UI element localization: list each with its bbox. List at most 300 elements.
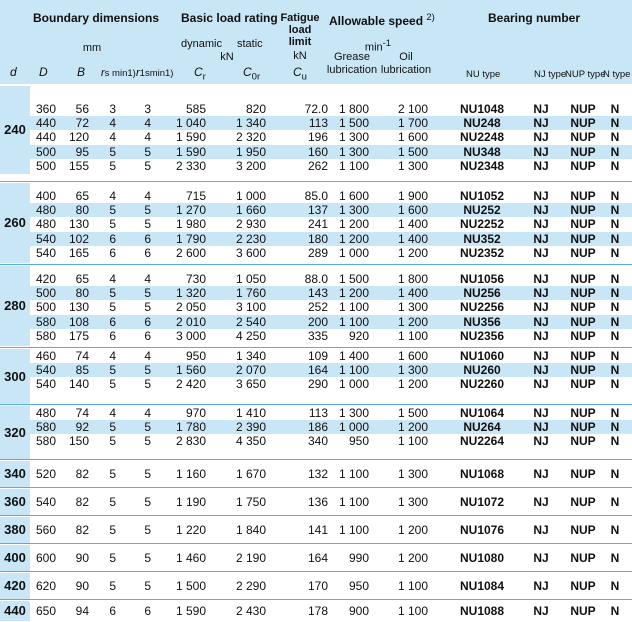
dynamic-rating: 3 000 (175, 328, 206, 343)
n-number: N (610, 144, 620, 159)
oil-speed: 1 100 (397, 579, 428, 593)
nup-number: NUP (570, 349, 596, 363)
outer-diameter: 540 (35, 231, 56, 246)
dynamic-rating: 1 460 (175, 551, 206, 565)
chamfer-r1s: 5 (144, 579, 151, 593)
nup-number: NUP (570, 286, 596, 301)
grease-speed: 1 200 (338, 286, 369, 301)
fatigue-unit: kN (293, 50, 307, 62)
static-rating: 3 600 (235, 245, 266, 260)
chamfer-rs: 5 (109, 286, 116, 301)
chamfer-r1s: 5 (144, 286, 151, 301)
nj-number: NJ (533, 523, 549, 537)
nu-number: NU1048 (459, 102, 505, 116)
nup-number: NUP (570, 217, 596, 232)
oil-speed: 1 200 (397, 377, 428, 392)
nup-number: NUP (570, 102, 596, 116)
grease-speed: 1 800 (338, 102, 369, 116)
nup-number: NUP (570, 189, 596, 203)
nu-number: NU2252 (459, 217, 505, 232)
outer-diameter: 480 (35, 217, 56, 232)
grease-speed: 1 000 (338, 245, 369, 260)
nu-number: NU348 (463, 144, 501, 159)
outer-diameter: 580 (35, 328, 56, 343)
grease-speed: 950 (348, 579, 369, 593)
oil-speed: 1 300 (397, 300, 428, 315)
nup-number: NUP (570, 203, 596, 218)
dynamic-rating: 2 830 (175, 434, 206, 449)
nj-number: NJ (533, 189, 549, 203)
nup-number: NUP (570, 420, 596, 435)
nup-number: NUP (570, 551, 596, 565)
chamfer-r1s: 5 (144, 203, 151, 218)
n-number: N (610, 523, 620, 537)
chamfer-rs: 5 (109, 377, 116, 392)
outer-diameter: 580 (35, 314, 56, 329)
width: 90 (75, 551, 89, 565)
grease-speed: 1 200 (338, 231, 369, 246)
static-rating: 2 320 (235, 130, 266, 145)
outer-diameter: 440 (35, 130, 56, 145)
chamfer-r1s: 5 (144, 158, 151, 173)
n-number: N (610, 231, 620, 246)
chamfer-rs: 5 (109, 495, 116, 509)
grease-label-1: Grease (333, 51, 371, 63)
nj-type-label: NJ type (534, 69, 567, 80)
nup-number: NUP (570, 158, 596, 173)
bore-diameter: 420 (4, 578, 26, 593)
oil-speed: 1 300 (397, 158, 428, 173)
oil-speed: 1 800 (397, 272, 428, 286)
nj-number: NJ (533, 406, 549, 420)
outer-diameter: 500 (35, 158, 56, 173)
nu-type-label: NU type (466, 69, 501, 80)
width: 140 (68, 377, 89, 392)
chamfer-rs: 4 (109, 116, 116, 131)
nu-number: NU1088 (459, 604, 505, 618)
nj-number: NJ (533, 300, 549, 315)
nj-number: NJ (533, 604, 549, 618)
outer-diameter: 540 (35, 363, 56, 378)
outer-diameter: 650 (35, 604, 56, 618)
nj-number: NJ (533, 420, 549, 435)
group-separator (0, 181, 632, 182)
width: 85 (75, 363, 89, 378)
outer-diameter: 500 (35, 300, 56, 315)
nu-number: NU260 (463, 363, 501, 378)
nu-number: NU2264 (459, 434, 505, 449)
chamfer-r1s: 5 (144, 495, 151, 509)
outer-diameter: 420 (35, 272, 56, 286)
oil-speed: 1 600 (397, 130, 428, 145)
outer-diameter: 580 (35, 434, 56, 449)
static-label: static (237, 38, 263, 50)
fatigue-limit: 196 (307, 130, 328, 145)
dynamic-rating: 715 (185, 189, 206, 203)
n-number: N (610, 349, 620, 363)
oil-speed: 1 200 (397, 523, 428, 537)
static-rating: 1 670 (235, 467, 266, 481)
oil-speed: 1 100 (397, 434, 428, 449)
width: 80 (75, 286, 89, 301)
width: 82 (75, 495, 89, 509)
grease-speed: 1 100 (338, 314, 369, 329)
nu-number: NU1084 (459, 579, 505, 593)
chamfer-rs: 5 (109, 363, 116, 378)
chamfer-r1s: 5 (144, 523, 151, 537)
dynamic-rating: 2 010 (175, 314, 206, 329)
static-rating: 2 290 (235, 579, 266, 593)
table-row (30, 217, 632, 231)
chamfer-r1s: 5 (144, 434, 151, 449)
grease-speed: 900 (348, 604, 369, 618)
fatigue-limit: 252 (307, 300, 328, 315)
bore-diameter: 300 (4, 368, 26, 384)
n-number: N (610, 406, 620, 420)
dynamic-label: dynamic (181, 38, 222, 50)
nj-number: NJ (533, 245, 549, 260)
group-separator (0, 599, 632, 600)
n-number: N (610, 604, 620, 618)
grease-label-2: lubrication (326, 64, 378, 76)
speed-unit: $\min^{-1}$ (364, 38, 392, 54)
nu-number: NU1052 (459, 189, 505, 203)
outer-diameter: 440 (35, 116, 56, 131)
n-number: N (610, 300, 620, 315)
fatigue-limit: 113 (308, 406, 328, 420)
fatigue-limit: 136 (307, 495, 328, 509)
width: 72 (75, 116, 89, 131)
grease-speed: 1 000 (338, 420, 369, 435)
chamfer-rs: 5 (109, 523, 116, 537)
static-rating: 1 050 (235, 272, 266, 286)
static-rating: 2 230 (235, 231, 266, 246)
width: 74 (75, 406, 89, 420)
dynamic-rating: 1 270 (175, 203, 206, 218)
nu-number: NU356 (463, 314, 501, 329)
static-rating: 3 200 (235, 158, 266, 173)
chamfer-r1s: 4 (144, 406, 151, 420)
fatigue-limit: 85.0 (304, 189, 328, 203)
chamfer-rs: 6 (109, 328, 116, 343)
chamfer-r1s: 5 (144, 144, 151, 159)
chamfer-rs: 5 (109, 158, 116, 173)
chamfer-rs: 4 (109, 189, 116, 203)
fatigue-limit: 335 (307, 328, 328, 343)
fatigue-limit: 340 (307, 434, 328, 449)
table-row (30, 434, 632, 448)
nup-number: NUP (570, 328, 596, 343)
symbol-r1s: r1smin1) (136, 67, 174, 79)
static-rating: 4 250 (235, 328, 266, 343)
grease-speed: 1 000 (338, 377, 369, 392)
outer-diameter: 580 (35, 420, 56, 435)
dynamic-rating: 1 500 (175, 579, 206, 593)
chamfer-rs: 6 (109, 245, 116, 260)
nup-number: NUP (570, 130, 596, 145)
chamfer-rs: 6 (109, 231, 116, 246)
static-rating: 1 760 (235, 286, 266, 301)
bore-diameter: 360 (4, 494, 26, 509)
oil-speed: 1 200 (397, 420, 428, 435)
symbol-D: D (39, 65, 48, 79)
outer-diameter: 500 (35, 144, 56, 159)
dynamic-rating: 1 590 (175, 130, 206, 145)
dynamic-rating: 970 (185, 406, 206, 420)
nu-number: NU1056 (459, 272, 505, 286)
n-number: N (610, 328, 620, 343)
fatigue-limit: 289 (307, 245, 328, 260)
group-separator (0, 404, 632, 405)
fatigue-limit: 164 (307, 363, 328, 378)
nj-number: NJ (533, 231, 549, 246)
grease-speed: 1 100 (338, 158, 369, 173)
nu-number: NU2260 (459, 377, 505, 392)
boundary-dimensions-heading: Boundary dimensions (33, 11, 160, 25)
n-number: N (610, 434, 620, 449)
table-row (30, 604, 632, 618)
nj-number: NJ (533, 144, 549, 159)
chamfer-r1s: 5 (144, 420, 151, 435)
bore-diameter: 320 (4, 424, 26, 440)
chamfer-r1s: 5 (144, 551, 151, 565)
chamfer-rs: 5 (109, 217, 116, 232)
nup-number: NUP (570, 377, 596, 392)
allowable-speed-heading: Allowable speed $^{2)}$ (329, 12, 435, 28)
width: 150 (68, 434, 89, 449)
grease-speed: 1 500 (338, 116, 369, 131)
oil-label-2: lubrication (380, 64, 432, 76)
chamfer-r1s: 4 (144, 349, 151, 363)
nup-number: NUP (570, 363, 596, 378)
dynamic-rating: 1 220 (175, 523, 206, 537)
n-number: N (610, 377, 620, 392)
width: 120 (68, 130, 89, 145)
outer-diameter: 500 (35, 286, 56, 301)
nup-number: NUP (570, 116, 596, 131)
chamfer-rs: 3 (109, 102, 116, 116)
nu-number: NU1068 (459, 467, 505, 481)
nj-number: NJ (533, 551, 549, 565)
nu-number: NU1064 (459, 406, 505, 420)
table-row (30, 329, 632, 343)
static-rating: 1 950 (235, 144, 266, 159)
fatigue-limit: 170 (307, 579, 328, 593)
outer-diameter: 400 (35, 189, 56, 203)
grease-speed: 1 300 (338, 144, 369, 159)
table-row (30, 523, 632, 537)
group-separator (0, 543, 632, 544)
nu-number: NU2256 (459, 300, 505, 315)
dynamic-rating: 730 (185, 272, 206, 286)
n-number: N (610, 245, 620, 260)
nu-number: NU1076 (459, 523, 505, 537)
n-number: N (610, 189, 620, 203)
oil-label-1: Oil (399, 51, 413, 63)
nj-number: NJ (533, 434, 549, 449)
width: 165 (68, 245, 89, 260)
fatigue-limit: 180 (307, 231, 328, 246)
grease-speed: 1 100 (338, 467, 369, 481)
chamfer-rs: 5 (109, 420, 116, 435)
nup-number: NUP (570, 300, 596, 315)
fatigue-limit: 164 (307, 551, 328, 565)
dynamic-rating: 2 600 (175, 245, 206, 260)
table-row (30, 286, 632, 300)
table-row (30, 203, 632, 217)
chamfer-rs: 6 (109, 314, 116, 329)
width: 65 (75, 272, 89, 286)
n-number: N (610, 420, 620, 435)
dynamic-rating: 1 590 (175, 604, 206, 618)
fatigue-limit: 113 (308, 116, 328, 131)
chamfer-rs: 5 (109, 434, 116, 449)
nj-number: NJ (533, 467, 549, 481)
n-number: N (610, 579, 620, 593)
table-row (30, 189, 632, 203)
fatigue-heading-2: load (288, 24, 312, 36)
chamfer-r1s: 5 (144, 467, 151, 481)
dynamic-rating: 2 420 (175, 377, 206, 392)
nup-number: NUP (570, 272, 596, 286)
nj-number: NJ (533, 363, 549, 378)
fatigue-limit: 178 (307, 604, 328, 618)
width: 74 (75, 349, 89, 363)
table-row (30, 495, 632, 509)
nj-number: NJ (533, 116, 549, 131)
fatigue-limit: 160 (307, 144, 328, 159)
dynamic-rating: 1 040 (175, 116, 206, 131)
chamfer-r1s: 4 (144, 130, 151, 145)
dynamic-rating: 585 (185, 102, 206, 116)
grease-speed: 1 100 (338, 523, 369, 537)
symbol-rs: rs min1) (101, 67, 136, 79)
nup-number: NUP (570, 434, 596, 449)
nu-number: NU248 (463, 116, 501, 131)
oil-speed: 1 600 (397, 203, 428, 218)
grease-speed: 990 (348, 551, 369, 565)
static-rating: 2 540 (235, 314, 266, 329)
nu-number: NU1060 (459, 349, 505, 363)
n-type-label: N type (603, 69, 631, 80)
dynamic-rating: 1 790 (175, 231, 206, 246)
basic-load-rating-heading: Basic load rating (181, 11, 278, 25)
chamfer-rs: 5 (109, 203, 116, 218)
chamfer-r1s: 4 (144, 189, 151, 203)
static-rating: 2 070 (235, 363, 266, 378)
nup-number: NUP (570, 231, 596, 246)
chamfer-r1s: 3 (144, 102, 151, 116)
group-separator (0, 264, 632, 265)
n-number: N (610, 102, 620, 116)
static-rating: 2 390 (235, 420, 266, 435)
nup-number: NUP (570, 245, 596, 260)
oil-speed: 1 500 (397, 406, 428, 420)
oil-speed: 1 300 (397, 467, 428, 481)
outer-diameter: 560 (35, 523, 56, 537)
nup-number: NUP (570, 144, 596, 159)
n-number: N (610, 467, 620, 481)
group-separator (0, 459, 632, 460)
width: 130 (68, 300, 89, 315)
n-number: N (610, 116, 620, 131)
nup-number: NUP (570, 604, 596, 618)
group-separator (0, 487, 632, 488)
nj-number: NJ (533, 579, 549, 593)
table-row (30, 551, 632, 565)
nj-number: NJ (533, 495, 549, 509)
group-separator (0, 515, 632, 516)
symbol-C0r: $C_{0r}$ (243, 65, 261, 83)
chamfer-r1s: 6 (144, 245, 151, 260)
symbol-Cr: $C_r$ (194, 65, 206, 83)
symbol-Cu: $C_u$ (293, 65, 307, 83)
nu-number: NU352 (463, 231, 501, 246)
n-number: N (610, 286, 620, 301)
static-rating: 1 750 (235, 495, 266, 509)
n-number: N (610, 495, 620, 509)
dynamic-rating: 1 190 (175, 495, 206, 509)
outer-diameter: 480 (35, 203, 56, 218)
chamfer-r1s: 5 (144, 363, 151, 378)
oil-speed: 1 600 (397, 349, 428, 363)
static-rating: 3 650 (235, 377, 266, 392)
width: 102 (68, 231, 89, 246)
bore-diameter: 340 (4, 466, 26, 481)
static-rating: 1 340 (235, 116, 266, 131)
outer-diameter: 600 (35, 551, 56, 565)
nj-number: NJ (533, 102, 549, 116)
mm-unit: mm (82, 42, 102, 54)
nu-number: NU2352 (459, 245, 505, 260)
n-number: N (610, 217, 620, 232)
dynamic-rating: 950 (185, 349, 206, 363)
nu-number: NU2248 (459, 130, 505, 145)
table-row (30, 102, 632, 116)
width: 82 (75, 523, 89, 537)
nu-number: NU2348 (459, 158, 505, 173)
n-number: N (610, 203, 620, 218)
nup-number: NUP (570, 314, 596, 329)
table-row (30, 232, 632, 246)
width: 130 (68, 217, 89, 232)
fatigue-limit: 141 (307, 523, 328, 537)
nu-number: NU264 (463, 420, 501, 435)
table-row (30, 467, 632, 481)
n-number: N (610, 314, 620, 329)
nu-number: NU256 (463, 286, 501, 301)
symbol-d: d (10, 65, 17, 79)
grease-speed: 1 100 (338, 495, 369, 509)
static-rating: 2 430 (235, 604, 266, 618)
nj-number: NJ (533, 217, 549, 232)
chamfer-rs: 4 (109, 272, 116, 286)
table-row (30, 246, 632, 260)
static-rating: 4 350 (235, 434, 266, 449)
outer-diameter: 540 (35, 377, 56, 392)
nu-number: NU2356 (459, 328, 505, 343)
oil-speed: 1 100 (397, 328, 428, 343)
symbol-B: B (77, 65, 86, 79)
nup-number: NUP (570, 523, 596, 537)
nu-number: NU252 (463, 203, 501, 218)
static-rating: 1 000 (235, 189, 266, 203)
chamfer-r1s: 5 (144, 217, 151, 232)
fatigue-limit: 88.0 (304, 272, 328, 286)
oil-speed: 1 200 (397, 551, 428, 565)
grease-speed: 920 (348, 328, 369, 343)
grease-speed: 1 200 (338, 217, 369, 232)
